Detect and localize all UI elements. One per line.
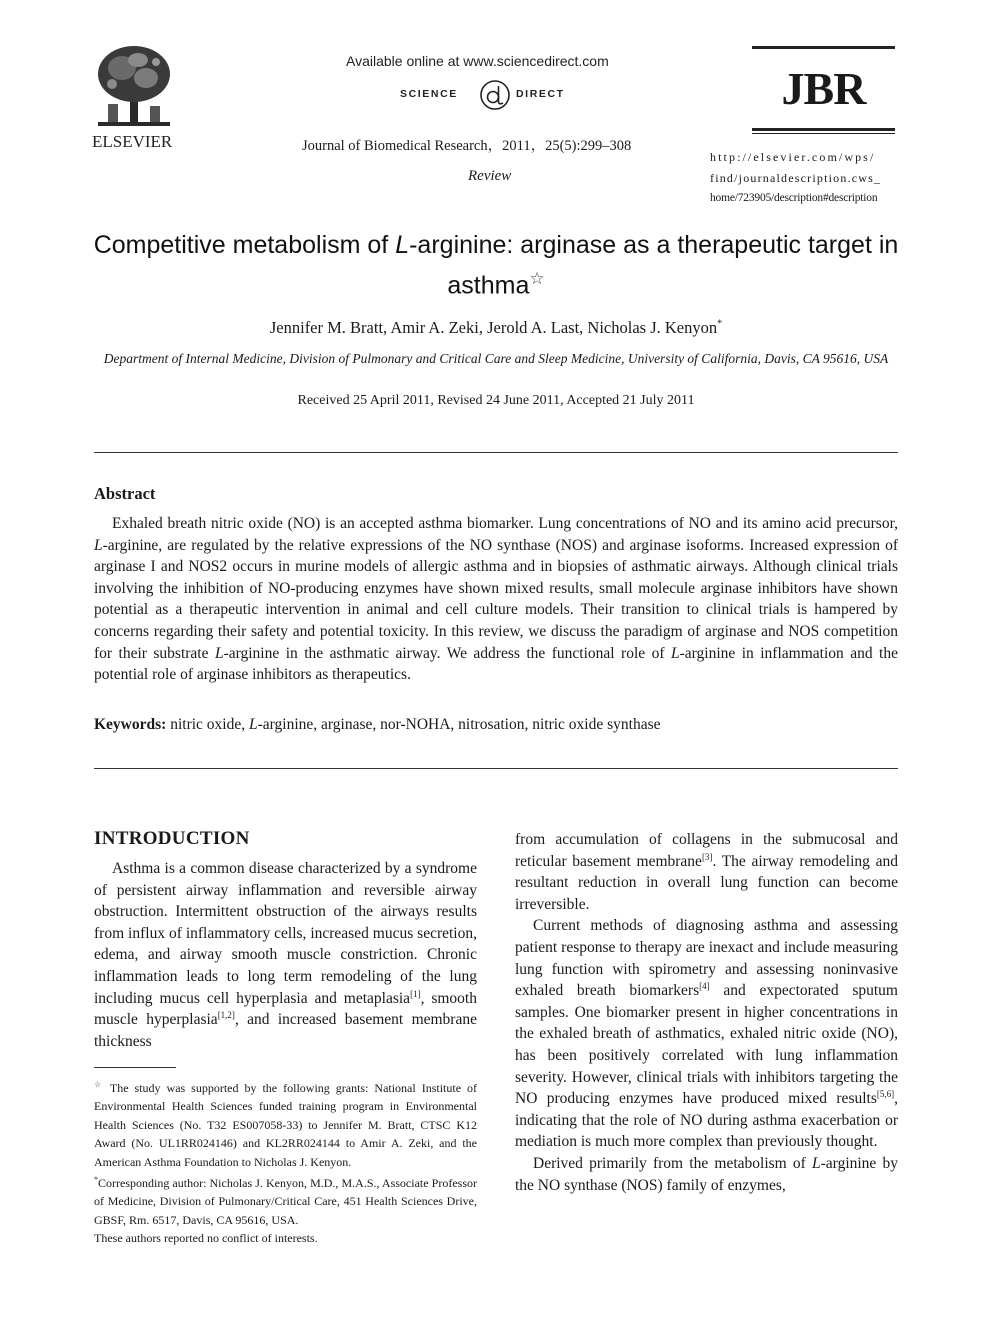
intro-p1-seg2: , smooth muscle hyperplasia (94, 989, 477, 1029)
keywords-label: Keywords: (94, 716, 167, 733)
intro-p2-seg3: , indicating that the role of NO during asthma exacerbation or mediation is much more complex than previously thought. (515, 1090, 898, 1151)
abstract-seg3: -arginine in the asthmatic airway. We address the functional role of (223, 644, 671, 662)
citation-ref[interactable]: [3] (701, 851, 713, 862)
left-column (94, 858, 477, 1052)
journal-abbreviation: JBR (781, 63, 866, 114)
title-part2: -arginine: arginase as a therapeutic target in asthma (409, 231, 899, 300)
journal-url-line1[interactable]: http://elsevier.com/wps/ (710, 150, 876, 164)
footnote-asterisk: * (94, 1175, 98, 1185)
footnote-conflict: These authors reported no conflict of interests. (94, 1231, 318, 1246)
sciencedirect-right: DIRECT (516, 88, 565, 100)
abstract-heading: Abstract (94, 484, 156, 503)
right-column (515, 829, 898, 1196)
intro-p1-seg3-cont: from accumulation of collagens in the submucosal and reticular basement membrane (515, 831, 898, 870)
sciencedirect-logo (400, 78, 586, 112)
journal-citation: Journal of Biomedical Research，2011，25(5):299–308 (302, 138, 632, 154)
jbr-bottom-rule (752, 128, 895, 134)
article-title (60, 229, 932, 302)
intro-p2-seg2: and expectorated sputum samples. One biomarker present in higher concentrations in the exhaled breath of asthmatics, exhaled nitric oxide (NO), has been positively correlated with lung inflammation severity. However, clinical trials with inhibitors targeting the NO producing enzymes have produced mixed results (515, 982, 898, 1108)
citation-ref[interactable]: [4] (699, 981, 710, 991)
abstract-italic3: L (670, 644, 680, 662)
sciencedirect-at-icon (478, 78, 512, 112)
abstract-seg2: -arginine, are regulated by the relative expressions of the NO synthase (NOS) and arginase isoforms. Increased expression of arginase I and NOS2 occurs in murine models of allergic asthma and in biopsies of asthmatic airways. Although clinical trials involving the inhibition of NO-producing enzymes have shown mixed results, small molecule arginase inhibitors have shown potential as a therapeutic intervention in animal and cell culture models. Their transition to clinical trials is hampered by concerns regarding their safety and potential toxicity. In this review, we discuss the paradigm of arginase and NOS competition for their substrate (94, 536, 898, 662)
intro-paragraph-3 (515, 1153, 898, 1196)
citation-ref[interactable]: [5,6] (876, 1088, 895, 1099)
divider-top (94, 452, 898, 453)
keywords (94, 716, 661, 734)
citation-ref[interactable]: [1,2] (217, 1010, 235, 1020)
intro-paragraph-1-cont (515, 829, 898, 915)
footnote-rule (94, 1067, 176, 1068)
intro-p3-italic: L (812, 1154, 821, 1172)
journal-url-line3[interactable]: home/723905/description#description (710, 192, 878, 204)
abstract-text (94, 513, 898, 686)
intro-paragraph-1 (94, 858, 477, 1052)
intro-p1-seg1: Asthma is a common disease characterized by a syndrome of persistent airway inflammation and reversible airway obstruction. Intermittent obstruction of the airways results from influx of inflammatory cells, increased mucus secretion, edema, and airway smooth muscle constriction. Chronic inflammation leads to long term remodeling of the lung including mucus cell hyperplasia and metaplasia (94, 860, 477, 1007)
footnote-corresponding-text: Corresponding author: Nicholas J. Kenyon, M.D., M.A.S., Associate Professor of Medicine, Division of Pulmonary/Critical Care, 451 Health Sciences Drive, GBSF, Rm. 6517, Davis, CA 95616, USA. (94, 1176, 477, 1227)
abstract-seg4: -arginine in inflammation and the potential role of arginase inhibitors as therapeutics. (94, 644, 898, 684)
intro-p1-seg3: , and increased basement membrane thickness (94, 1011, 477, 1050)
title-part1: Competitive metabolism of (93, 231, 396, 259)
affiliation: Department of Internal Medicine, Division of Pulmonary and Critical Care and Sleep Medicine, University of California, Davis, CA 95616, USA (103, 351, 889, 366)
title-italic: L (395, 231, 410, 259)
corresponding-mark: * (717, 318, 723, 330)
citation-ref[interactable]: [1] (410, 988, 421, 999)
authors-text: Jennifer M. Bratt, Amir A. Zeki, Jerold A. Last, Nicholas J. Kenyon (269, 318, 718, 337)
title-star-icon: ☆ (529, 269, 545, 288)
keywords-italic: L (248, 716, 258, 733)
intro-p1-seg4: . The airway remodeling and resultant reduction in overall lung function can become irreversible. (515, 852, 898, 913)
footnote-funding-text: The study was supported by the following grants: National Institute of Environmental Health Sciences funded training program in Environmental Health Sciences (No. T32 ES007058-33) to Jennifer M. Bratt, CTSC K12 Award (No. UL1RR024146) and KL2RR024144 to Amir A. Zeki, and the American Asthma Foundation to Nicholas J. Kenyon. (94, 1081, 478, 1169)
intro-p3-seg1: Derived primarily from the metabolism of (533, 1154, 813, 1172)
keywords-seg1: nitric oxide, (166, 716, 249, 733)
intro-paragraph-2 (515, 915, 898, 1153)
journal-url-line2[interactable]: find/journaldescription.cws_ (710, 171, 882, 185)
elsevier-tree-icon (94, 44, 174, 130)
footnotes (94, 1076, 477, 1248)
abstract-seg1: Exhaled breath nitric oxide (NO) is an accepted asthma biomarker. Lung concentrations of NO and its amino acid precursor, (112, 515, 898, 532)
received-dates: Received 25 April 2011, Revised 24 June 2011, Accepted 21 July 2011 (297, 393, 695, 408)
abstract-italic2: L (214, 644, 224, 662)
abstract-italic1: L (94, 536, 103, 554)
intro-p3-seg2: -arginine by the NO synthase (NOS) family of enzymes, (515, 1154, 898, 1194)
introduction-heading: INTRODUCTION (94, 828, 250, 849)
elsevier-logo (92, 44, 184, 151)
footnote-star-icon: ☆ (94, 1080, 105, 1089)
footnote-funding (94, 1076, 477, 1171)
keywords-seg2: -arginine, arginase, nor-NOHA, nitrosation, nitric oxide synthase (257, 716, 661, 733)
publisher-name: ELSEVIER (92, 132, 173, 151)
footnote-corresponding (94, 1171, 477, 1229)
article-type: Review (468, 168, 512, 184)
intro-p2-seg1: Current methods of diagnosing asthma and assessing patient response to therapy are inexact and include measuring lung function with spirometry and assessing noninvasive exhaled breath biomarkers (515, 917, 898, 1000)
available-online-text: Available online at www.sciencedirect.com (346, 53, 609, 69)
author-list (0, 318, 992, 338)
sciencedirect-left: SCIENCE (400, 88, 458, 100)
divider-bottom (94, 768, 898, 769)
jbr-top-rule (752, 46, 895, 49)
